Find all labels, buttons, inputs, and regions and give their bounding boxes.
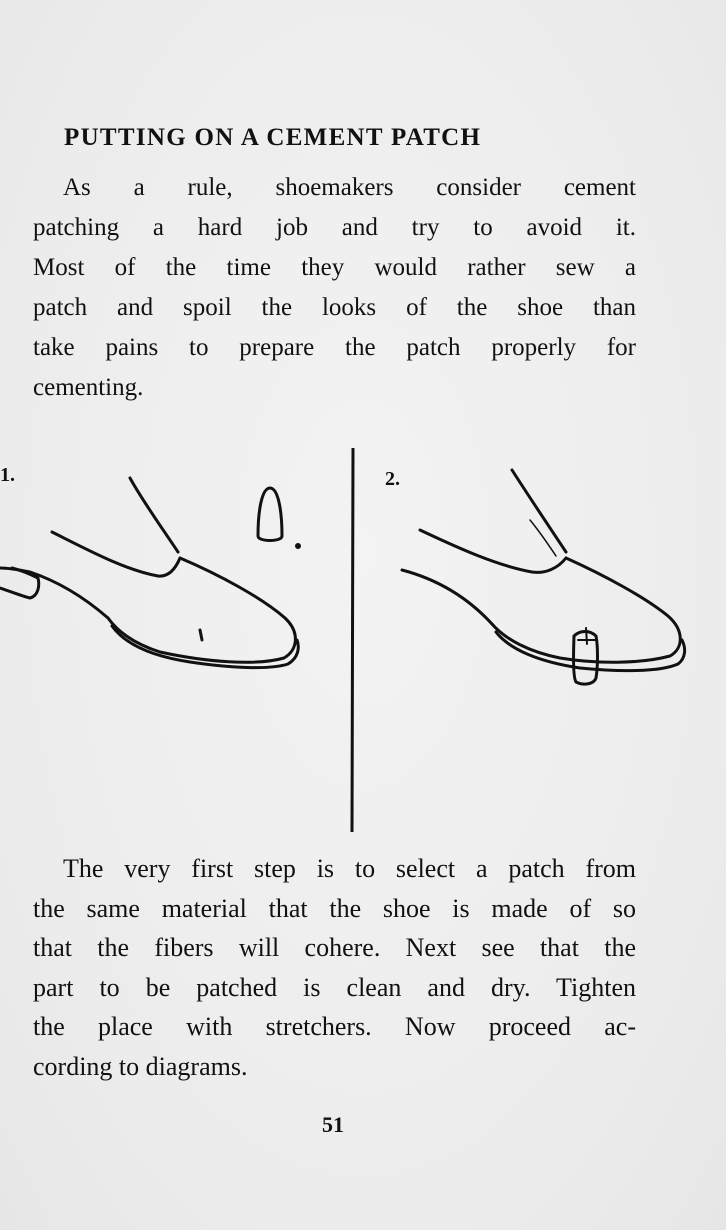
section-heading: PUTTING ON A CEMENT PATCH xyxy=(64,124,482,151)
figure-label-2: 2. xyxy=(385,468,400,490)
paragraph-line: cording to diagrams. xyxy=(33,1051,248,1081)
paragraph-line: the place with stretchers. Now proceed ac- xyxy=(33,1012,636,1041)
paragraph-line: take pains to prepare the patch properly for xyxy=(33,334,636,361)
divider-line xyxy=(352,448,353,832)
paragraph-line: part to be patched is clean and dry. Tighten xyxy=(33,972,636,1002)
paragraph-line: patching a hard job and try to avoid it. xyxy=(33,214,636,241)
instructions-paragraph xyxy=(33,849,636,1086)
paragraph-line: The very first step is to select a patch from xyxy=(63,854,636,883)
page-number: 51 xyxy=(322,1112,344,1137)
paragraph-line: the same material that the shoe is made of so xyxy=(33,893,636,923)
paragraph-line: that the fibers will cohere. Next see that the xyxy=(33,933,636,962)
intro-paragraph xyxy=(33,168,636,408)
paragraph-line: Most of the time they would rather sew a xyxy=(33,254,636,281)
applied-patch-2 xyxy=(574,628,598,684)
shoe-drawing-1 xyxy=(0,478,298,668)
patch-piece-1 xyxy=(258,488,300,548)
paragraph-line: As a rule, shoemakers consider cement xyxy=(63,174,636,201)
shoe-drawing-2 xyxy=(402,470,685,671)
paragraph-line: patch and spoil the looks of the shoe than xyxy=(33,294,636,321)
figure-label-1: 1. xyxy=(0,464,15,486)
paragraph-line: cementing. xyxy=(33,374,144,401)
shoe-patch-diagram xyxy=(0,440,726,840)
diagram-drawing xyxy=(0,440,726,840)
